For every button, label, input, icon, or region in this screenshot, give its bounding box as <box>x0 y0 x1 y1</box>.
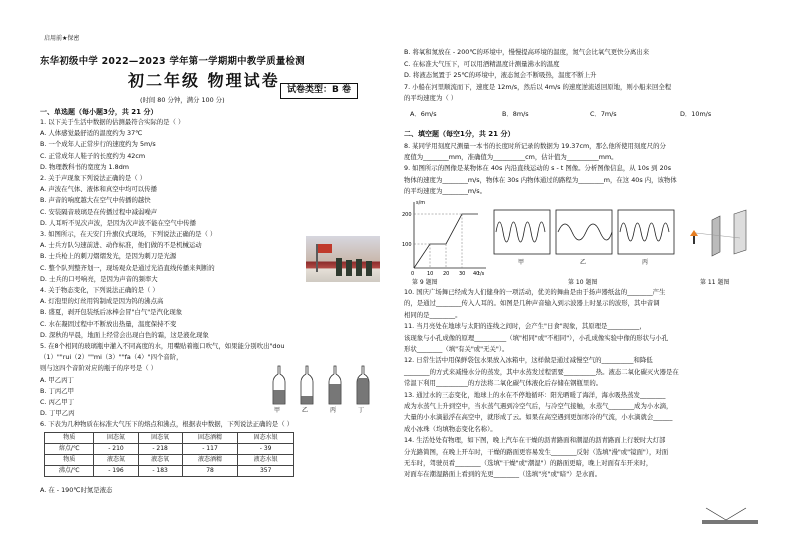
question-line: 13. 通过水的三态变化，地球上的水在不停地循环：阳光晒暖了海洋，海水吸热蒸发________ <box>404 390 666 399</box>
table-cell: - 117 <box>182 444 238 455</box>
question-line: 度值为________mm，准确值为__________cm，估计值为__________mm。 <box>404 153 618 162</box>
question-line: 5. 在8个相同的玻璃瓶中灌入不同高度的水，用嘴贴着瓶口吹气，如果能分别吹出"dou <box>40 342 285 350</box>
question-line: 分光路简图，在晚上开车时，干燥的路面更容易发生________反射（选填"漫"或"镜面"），对面 <box>404 447 669 456</box>
question-line: 6. 下表为几种物质在标准大气压下的熔点和沸点，根据表中数据，下列说法正确的是（ ） <box>40 420 294 429</box>
table-cell: 固态水银 <box>238 433 294 444</box>
question-line: A. 声波在气体、液体和真空中均可以传播 <box>40 185 157 194</box>
melting-boiling-table <box>44 432 294 477</box>
graph-xtick: 40 <box>473 271 480 277</box>
q7-option-b: B．8m/s <box>502 110 529 118</box>
table-cell: 固态氮 <box>94 433 138 444</box>
question-line: C. 在标准大气压下，可以用酒精温度计测量沸水的温度 <box>404 59 560 68</box>
question-line: C. 整个队列整齐划一，现场观众是通过光沿直线传播来判断的 <box>40 263 215 272</box>
table-cell: - 183 <box>138 466 182 477</box>
question-line: 8. 某同学用刻度尺测量一本书的长度时所记录的数据为 19.37cm，那么他所使用刻度尺的分 <box>404 142 666 150</box>
bottle-label-2: 乙 <box>302 407 309 414</box>
question-line: D. 深秋的早晨，地面上经常会出现白色的霜，这是液化现象 <box>40 330 209 339</box>
q7-option-a: A．6m/s <box>410 110 437 118</box>
table-cell: 液态氧 <box>138 455 182 466</box>
question-line: D. 士兵的口号响亮，是因为声音的频率大 <box>40 274 158 283</box>
bottle-label-4: 丁 <box>358 407 365 414</box>
question-line: 3. 如图所示，在天安门升旗仪式现场，下列说法正确的是（ ） <box>40 230 217 238</box>
question-line: A. 士兵方队匀速前进、动作标准，他们做的不是机械运动 <box>40 241 202 250</box>
graph-xtick: 10 <box>427 271 434 277</box>
question-line: B. 盛夏，剥开包装纸后冰棒会冒"白气"是汽化现象 <box>40 308 183 317</box>
question-line: A. 灯泡里的灯丝用钨制成是因为钨的沸点高 <box>40 297 164 306</box>
table-cell: 液态水银 <box>238 455 294 466</box>
question-line: 的平均速度为________m/s。 <box>404 186 487 195</box>
question-line: 2. 关于声现象下列说法正确的是（ ） <box>40 174 147 182</box>
table-cell: 物质 <box>45 455 94 466</box>
question-line: 11. 当月亮处在地球与太阳的连线之间时，会产生"日食"现象，其原理是__________， <box>404 322 646 331</box>
bottle-label-1: 甲 <box>274 407 281 414</box>
question-line: C. 丙乙甲丁 <box>40 398 75 406</box>
table-cell: 78 <box>182 466 238 477</box>
time-note: (时间 80 分钟，满分 100 分) <box>140 96 225 104</box>
question-line: 4. 关于物态变化，下列说法正确的是（ ） <box>40 286 159 294</box>
table-cell: 液态氮 <box>94 455 138 466</box>
fig11-caption: 第 11 题图 <box>700 279 730 286</box>
question-line: 成为水蒸气上升到空中，当水蒸气遇到冷空气后，与冷空气接触，水蒸气________成为小水滴， <box>404 402 673 410</box>
question-line: 的，是通过________传入人耳的。如图是几种声音输入到示波器上时显示的波形，其中音调 <box>404 299 660 308</box>
question-line: 对面车在潮湿路面上看到的光更________（选填"亮"或"暗"）是水面。 <box>404 470 602 479</box>
question-line: ________的方式来减慢水分的蒸发，其中水蒸发过程需要__________热。液态二氧化碳灭火器是在 <box>404 367 679 376</box>
table-cell: 固态酒精 <box>182 433 238 444</box>
question-line: D. 物理教科书的宽度为 1.8dm <box>40 162 129 171</box>
question-line: B. 丁丙乙甲 <box>40 386 75 395</box>
wave-label-1: 甲 <box>518 259 525 266</box>
question-line: A. 人体感觉最舒适的温度约为 37℃ <box>40 129 143 138</box>
q7-option-c: C．7m/s <box>590 110 617 118</box>
question-line: 物体的速度为________m/s，物体在 30s 内物体通过的路程为________m，在这 40s 内，该物体 <box>404 175 677 184</box>
table-cell: 液态酒精 <box>182 455 238 466</box>
question-line: 形状________（填"有关"或"无关"）。 <box>404 345 509 353</box>
question-line: 则与这四个音阶对应的瓶子的序号是（ ） <box>40 364 158 373</box>
section-single-choice: 一、单选题（每小题3分，共 21 分） <box>40 108 158 116</box>
question-line: C. 安装隔音玻璃是在传播过程中减弱噪声 <box>40 207 158 216</box>
confidential-label: 启用前★保密 <box>44 35 80 42</box>
question-line: 成小冰珠（均填物态变化名称）。 <box>404 424 497 433</box>
road-figure <box>700 504 760 530</box>
question-line: 的平均速度为（ ） <box>404 94 458 103</box>
q6-option-a: A. 在 - 190℃时氮是液态 <box>40 486 113 494</box>
question-line: 12. 日常生活中用保鲜袋包水果放入冰箱中，这样做是通过减慢空气的__________和降低 <box>404 356 653 365</box>
school-title: 东华初级中学 2022—2023 学年第一学期期中教学质量检测 <box>40 56 305 67</box>
bottles-figure <box>268 360 378 410</box>
graph-x-axis-label: t/s <box>478 271 485 277</box>
graph-xtick: 20 <box>443 271 450 277</box>
graph-y-axis-label: s/m <box>416 200 426 206</box>
table-cell: 物质 <box>45 433 94 444</box>
question-line: C. 水在凝固过程中不断放出热量，温度保持不变 <box>40 319 177 328</box>
question-line: 9. 如图所示的图像是某物体在 40s 内沿直线运动的 s - t 图像。分析图像信息，从 10s 到 20s <box>404 164 672 173</box>
paper-type-box: 试卷类型：B 卷 <box>280 83 358 99</box>
graph-xtick: 30 <box>459 271 466 277</box>
question-line: 14. 生活处处有物理，如下图，晚上汽车在干燥的沥青路面和潮湿的沥青路面上行驶时大灯部 <box>404 436 666 445</box>
question-line: D. 将液态氮置于 25℃的环境中，液态氮会不断吸热，温度不断上升 <box>404 71 597 80</box>
fig10-caption: 第 10 题图 <box>568 279 598 286</box>
question-line: A. 甲乙丙丁 <box>40 375 74 384</box>
question-line: （1）""rui（2）""mi（3）""fa（4）"四个音阶， <box>40 353 183 362</box>
question-line: B. 士兵枪上的刺刀熠熠发光，是因为刺刀是光源 <box>40 252 177 261</box>
bottle-label-3: 丙 <box>330 407 337 414</box>
question-line: B. 声音的响度越大在空气中传播的越快 <box>40 196 151 205</box>
exam-title: 初二年级 物理试卷 <box>128 71 280 90</box>
table-cell: 熔点/℃ <box>45 444 94 455</box>
question-line: 常温下利用__________的方法将二氧化碳气体液化后存储在钢瓶里的。 <box>404 379 603 388</box>
table-cell: 沸点/℃ <box>45 466 94 477</box>
st-graph-figure <box>402 196 490 278</box>
table-cell: 357 <box>238 466 294 477</box>
pinhole-figure <box>684 208 754 258</box>
table-cell: 固态氧 <box>138 433 182 444</box>
table-cell: - 218 <box>138 444 182 455</box>
table-cell: - 210 <box>94 444 138 455</box>
graph-xtick: 0 <box>411 271 415 277</box>
flag-ceremony-photo <box>306 236 380 282</box>
question-line: B. 将氧和氮放在 - 200℃的环境中，慢慢提高环境的温度，氮气会比氧气更快分离出来 <box>404 48 650 56</box>
section-fill-in: 二、填空题（每空1分，共 21 分） <box>404 130 515 138</box>
question-line: B. 一个成年人正常步行的速度约为 5m/s <box>40 140 156 149</box>
question-line: D. 丁甲乙丙 <box>40 409 75 418</box>
question-line: 该现象与小孔成像的原理__________（填"相同"或"不相同"），小孔成像实验中像的形状与小孔 <box>404 333 669 342</box>
graph-ytick: 200 <box>402 212 412 218</box>
question-line: D. 人耳听不见次声波，是因为次声波不能在空气中传播 <box>40 218 196 227</box>
question-line: 1. 以下关于生活中数据的估测最符合实际的是（ ） <box>40 118 185 126</box>
table-cell: - 39 <box>238 444 294 455</box>
question-line: 7. 小船在河里顺流而下，速度是 12m/s，然后以 4m/s 的速度逆流返回原地，则小船来回全程 <box>404 82 672 91</box>
question-line: 无车时，驾驶员看________（选填"干燥"或"潮湿"）的路面更暗，晚上对面有车开来时， <box>404 459 653 467</box>
question-line: 大量的小水滴悬浮在高空中，就形成了云。如果在高空遇到更加寒冷的气流，小水滴就会______ <box>404 413 673 422</box>
q7-option-d: D．10m/s <box>680 110 712 118</box>
fig9-caption: 第 9 题图 <box>412 279 438 286</box>
wave-label-2: 乙 <box>580 259 587 266</box>
wave-label-3: 丙 <box>642 259 649 266</box>
table-cell: - 196 <box>94 466 138 477</box>
graph-ytick: 100 <box>402 242 412 248</box>
question-line: 10. 国庆广场舞已经成为人们健身的一项活动，优美的舞曲是由于扬声器纸盆的________产生 <box>404 288 666 296</box>
question-line: C. 正常成年人鞋子的长度约为 42cm <box>40 151 146 160</box>
question-line: 相同的是________。 <box>404 310 462 319</box>
